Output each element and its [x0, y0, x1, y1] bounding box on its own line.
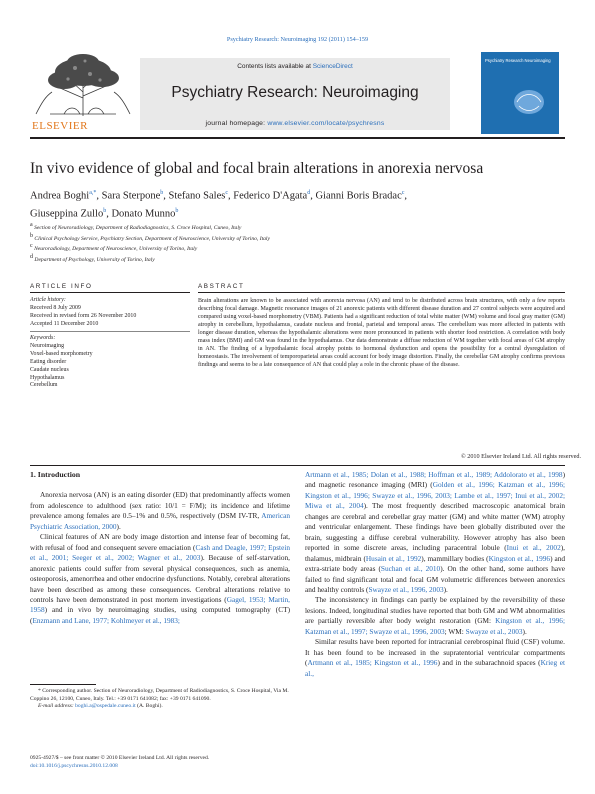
body-paragraph: [30, 532, 290, 626]
citation-link[interactable]: Suchan et al., 2010: [380, 564, 441, 574]
citation-link[interactable]: American Psychiatric Association, 2000: [30, 511, 290, 531]
article-info-rule: [30, 292, 190, 293]
copyright-line: © 2010 Elsevier Ireland Ltd. All rights reserved.: [461, 453, 581, 460]
body-paragraph: [305, 470, 565, 595]
citation-link[interactable]: Kingston et al., 1996; Katzman et al., 1997; Swayze et al., 1996, 2003: [305, 616, 565, 636]
citation-link[interactable]: Husain et al., 1992: [365, 553, 422, 563]
author-affiliation-marker[interactable]: b: [175, 208, 179, 214]
keyword: Cerebellum: [30, 382, 58, 389]
author-list: Andrea Boghi$^{a,*}$, Sara Sterpone$^b$, Stefano Sales$^c$, Federico D'Agata$^d$, Gianni Boris Bradac$^c$, Giuseppina Zullo$^b$, Donato Munno$^b$: [30, 190, 408, 220]
keyword: Eating disorder: [30, 358, 67, 365]
citation-link[interactable]: Inui et al., 2002: [506, 543, 561, 553]
citation-link[interactable]: Cash and Deagle, 1997; Epstein et al., 2001; Seeger et al., 2002; Wagner et al., 2003: [30, 542, 290, 563]
footnote-rule: [30, 684, 96, 685]
body-text: Similar results have been reported for intracranial cerebrospinal fluid (CSF) volume. It has been found to be increased in the supratentorial ventricular compartments (: [305, 637, 565, 668]
doi-link[interactable]: doi:10.1016/j.pscychresns.2010.12.008: [30, 762, 118, 769]
affiliation-text: Neuroradiology, Department of Neuroscience, University of Torino, Italy: [32, 246, 198, 253]
section-heading-introduction: 1. Introduction: [30, 470, 81, 479]
keyword: Hypothalamus: [30, 374, 65, 381]
publisher-wordmark: ELSEVIER: [32, 120, 88, 132]
author-name: Gianni Boris Bradac: [315, 190, 402, 202]
abstract-rule: [198, 292, 565, 293]
affiliation-line: [30, 233, 565, 244]
body-text: ) and extra-striate body areas (: [305, 553, 566, 574]
author-affiliation-marker[interactable]: d: [307, 190, 311, 196]
author-affiliation-marker[interactable]: b: [103, 208, 107, 214]
keyword: Voxel-based morphometry: [30, 350, 93, 357]
author-affiliation-marker[interactable]: b: [160, 190, 164, 196]
homepage-link[interactable]: www.elsevier.com/locate/psychresns: [267, 120, 385, 127]
citation-link[interactable]: Swayze et al., 1996, 2003: [368, 584, 444, 594]
article-history: [30, 297, 190, 329]
body-right-column: [305, 470, 565, 679]
author-name: Federico D'Agata: [233, 190, 308, 202]
author-name: Stefano Sales: [168, 190, 226, 202]
issn-line: 0925-4927/$ – see front matter © 2010 Elsevier Ireland Ltd. All rights reserved.: [30, 755, 210, 761]
footnotes: [30, 688, 290, 711]
body-text: ), mammillary bodies (: [421, 553, 489, 563]
body-paragraph: [305, 595, 565, 637]
article-info-heading: ARTICLE INFO: [30, 283, 93, 290]
journal-homepage-line: [140, 120, 450, 127]
keyword: Caudate nucleus: [30, 366, 69, 373]
body-text: ).: [443, 584, 448, 594]
corresponding-author-note: * Corresponding author. Section of Neuroradiology, Department of Radiodiagnostics, S. Croce Hospital, Via M. Coppino 26, 12100, Cuneo, Italy. Tel.: +39 0171 641082; fax: +39 0171 641090.: [30, 688, 289, 702]
body-left-column: [30, 470, 290, 626]
masthead-rule: [30, 137, 565, 139]
citation-link[interactable]: Kingston et al., 1996: [488, 553, 551, 563]
author-affiliation-marker[interactable]: c: [225, 190, 229, 196]
body-text: ). Because of self-starvation, anorexic patients could suffer from several physical consequences, such as anemia, osteoporosis, amenorrhea and other endocrine dysfunctions. Notably, cerebral alterations have been described as among these consequences. Cerebral alterations relative to controls have been demonstrated in post mortem investigations (: [30, 553, 290, 604]
affiliation-text: Department of Psychology, University of Torino, Italy: [33, 256, 155, 263]
body-text: Anorexia nervosa (AN) is an eating disorder (ED) that predominantly affects women from adolescence to adulthood (sex ratio: 10/1 = F/M); its incidence and lifetime prevalence among females are 0.5–1% and 0.5%, respectively (DSM IV-TR,: [30, 490, 290, 521]
body-text: The inconsistency in findings can partly be explained by the reversibility of these lesions. Indeed, longitudinal studies have reported that both GM and WM abnormalities are partially reversible after body weight restoration (GM:: [305, 595, 565, 626]
email-link[interactable]: boghi.a@ospedale.cuneo.it: [75, 703, 136, 709]
affiliation-marker: c: [30, 243, 33, 250]
body-text: ).: [522, 626, 527, 636]
email-label: E-mail address:: [38, 703, 76, 709]
affiliation-line: [30, 222, 565, 233]
citation-link[interactable]: Artmann et al., 1985; Dolan et al., 1988; Hoffman et al., 1989; Addolorato et al., 1998: [305, 470, 563, 479]
history-received: Received 8 July 2009: [30, 304, 81, 311]
contents-prefix: Contents lists available at: [237, 63, 313, 70]
body-text: ) and in vivo by neuroimaging studies, using computed tomography (CT) (: [30, 605, 290, 625]
abstract-text: Brain alterations are known to be associated with anorexia nervosa (AN) and tend to be distributed across brain structures, with only a few reports describing focal damage. Magnetic resonance images of 21 anorexic patients with different disease duration and 27 control subjects were acquired and compared using voxel-based morphometry (VBM). Patients had a significant reduction of total white matter (WM) volume and focal gray matter (GM) atrophy in cerebellum, hypothalamus, caudate nucleus and frontal, parietal and temporal areas. The cerebellum was more affected in patients with longer disease duration, whereas the hypothalamic alterations were more pronounced in patients with shorter food restriction. A correlation with body mass index (BMI) and GM was found in the hypothalamus. Our data demonstrate a diffuse reduction of WM together with focal areas of GM atrophy in AN. The finding of a hypothalamic focal atrophy points to hormonal dysfunction and opens the possibility for a central dysregulation of homeostasis. The involvement of temporoparietal areas could account for body image distortion. Finally, the cerebellar GM atrophy confirms previous findings and seems to be a late consequence of AN that could play a role in the chronic phase of the disease.: [198, 298, 565, 369]
author-name: Donato Munno: [111, 208, 176, 220]
footer-identifiers: [30, 755, 290, 770]
history-accepted: Accepted 11 December 2010: [30, 320, 99, 327]
affiliation-marker: b: [30, 232, 33, 239]
body-text: Clinical features of AN are body image distortion and intense fear of becoming fat, with refusal of food and consequent severe emaciation (: [30, 532, 290, 552]
affiliation-line: [30, 243, 565, 254]
keywords-block: [30, 335, 190, 390]
affiliation-marker: d: [30, 253, 33, 260]
affiliations: [30, 222, 565, 265]
cover-brain-graphic: [509, 82, 549, 122]
abstract-heading: ABSTRACT: [198, 283, 245, 290]
affiliation-marker: a: [30, 222, 33, 228]
keywords-rule: [30, 331, 190, 332]
running-head[interactable]: Psychiatry Research: Neuroimaging 192 (2011) 154–159: [226, 36, 369, 43]
body-text: ), thalamus, midbrain (: [305, 543, 565, 563]
history-revised: Received in revised form 26 November 2010: [30, 312, 137, 319]
sciencedirect-link[interactable]: ScienceDirect: [312, 63, 353, 70]
email-suffix: (A. Boghi).: [135, 703, 163, 709]
citation-link[interactable]: Enzmann and Lane, 1977; Kohlmeyer et al., 1983;: [32, 615, 180, 625]
homepage-prefix: journal homepage:: [205, 120, 268, 127]
keyword: Neuroimaging: [30, 342, 65, 349]
author-name: Andrea Boghi: [30, 190, 90, 202]
author-name: Sara Sterpone: [101, 190, 161, 202]
right-paragraphs: [305, 470, 565, 679]
body-text: ). On the other hand, some authors have failed to find significant total and focal GM volumetric differences between anorexics and healthy controls (: [305, 564, 566, 594]
body-text: ).: [116, 521, 121, 531]
citation-link[interactable]: Artmann et al., 1985; Kingston et al., 1996: [307, 658, 438, 668]
contents-available-line: [140, 63, 450, 70]
affiliation-text: Section of Neuroradiology, Department of Radiodiagnostics, S. Croce Hospital, Cuneo, Italy: [32, 224, 242, 231]
body-paragraph: [305, 637, 565, 679]
author-affiliation-marker[interactable]: a,*: [89, 190, 97, 196]
citation-link[interactable]: Golden et al., 1996; Katzman et al., 1996; Kingston et al., 1996; Swayze et al., 1996, 2003; Lambe et al., 1997; Inui et al., 2002; Miwa et al., 2004: [305, 480, 565, 511]
history-label: Article history:: [30, 297, 66, 303]
citation-link[interactable]: Gagel, 1953; Martin, 1958: [30, 594, 291, 615]
body-text: ) and magnetic resonance imaging (MRI) (: [305, 470, 565, 490]
journal-cover-thumbnail[interactable]: [481, 52, 559, 134]
body-text: ; WM:: [444, 626, 466, 636]
email-note: [30, 703, 290, 711]
keywords-label: Keywords:: [30, 335, 56, 341]
author-affiliation-marker[interactable]: c: [401, 190, 405, 196]
citation-link[interactable]: Swayze et al., 2003: [465, 626, 523, 636]
citation-link[interactable]: Krieg et al.,: [305, 658, 565, 678]
author-name: Giuseppina Zullo: [30, 208, 104, 220]
article-title: In vivo evidence of global and focal brain alterations in anorexia nervosa: [30, 160, 484, 177]
cover-title: Psychiatry Research Neuroimaging: [485, 58, 551, 63]
journal-title: Psychiatry Research: Neuroimaging: [171, 84, 419, 101]
affiliation-line: [30, 254, 565, 265]
abstract-bottom-rule: [30, 465, 565, 466]
body-paragraph: [30, 490, 290, 532]
body-text: ). The most frequently described macroscopic anatomical brain changes are cerebral and cerebellar gray matter (GM) and white matter (WM) atrophy and ventricular enlargement. These findings have been globally distributed over the brain, suggesting a diffuse cerebral vulnerability. However atrophy has also been reported in some discrete areas, including paracentral lobule (: [305, 501, 565, 553]
affiliation-text: Clinical Psychology Service, Psychiatry Section, Department of Neuroscience, University of Torino, Italy: [33, 235, 270, 242]
body-text: ) and in the subarachnoid spaces (: [437, 658, 541, 668]
left-paragraphs: [30, 490, 290, 626]
